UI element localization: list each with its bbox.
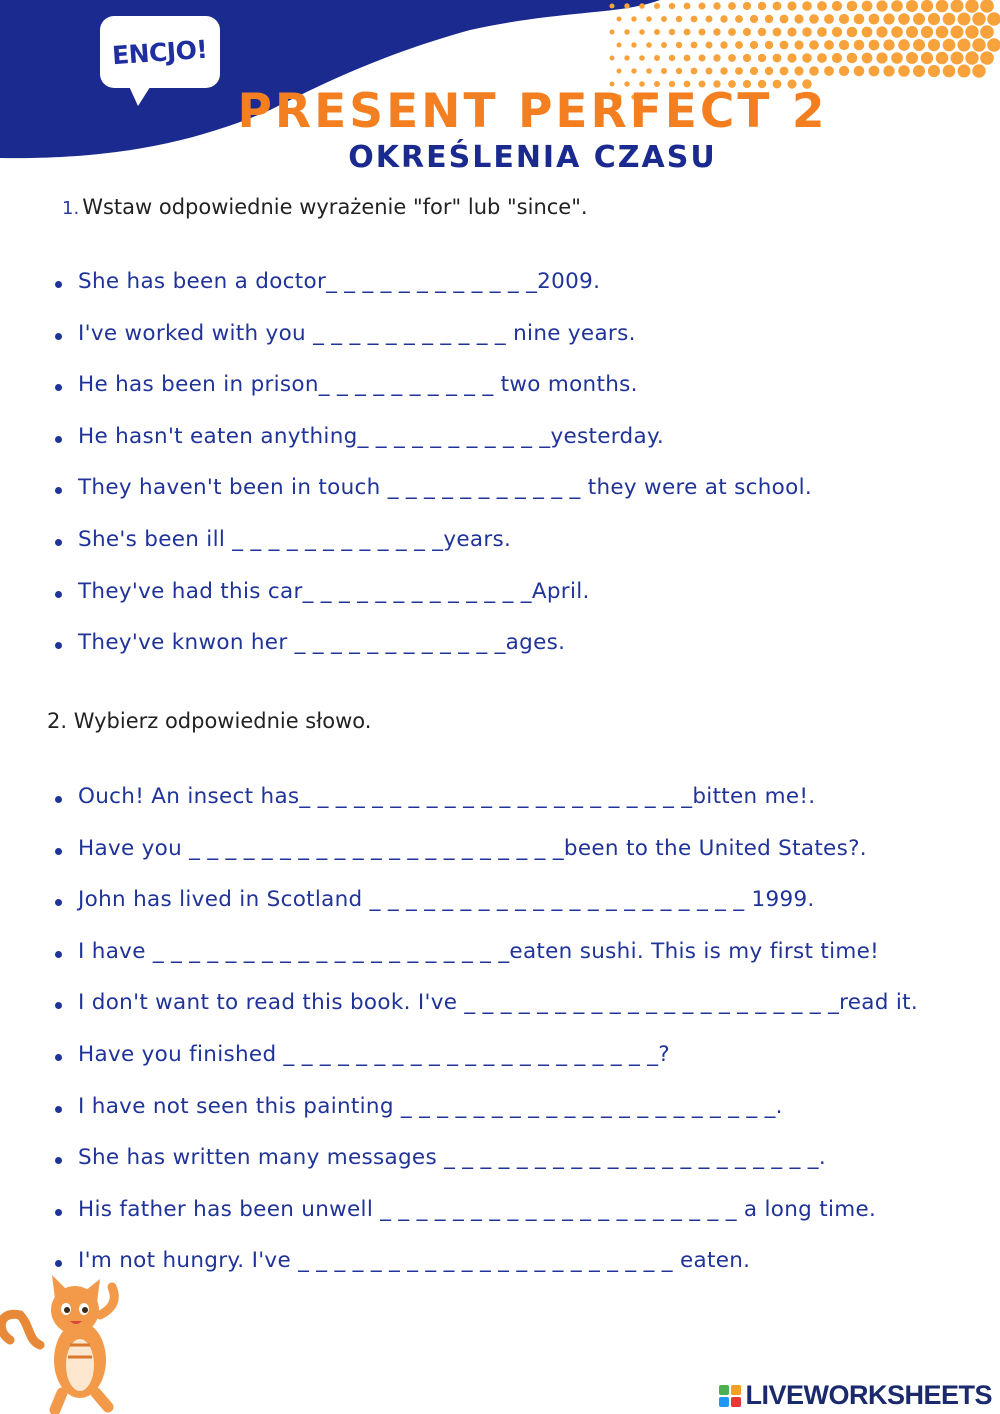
orange-dot: [728, 54, 736, 62]
orange-dot: [610, 4, 615, 9]
orange-dot: [862, 1, 873, 12]
orange-dot: [987, 12, 1000, 26]
orange-dot: [862, 27, 873, 38]
list-item[interactable]: I have not seen this painting _ _ _ _ _ _ _ _ _ _ _ _ _ _ _ _ _ _ _ _ _.: [50, 1096, 918, 1148]
orange-dot: [610, 30, 615, 35]
list-item[interactable]: Ouch! An insect has_ _ _ _ _ _ _ _ _ _ _ _ _ _ _ _ _ _ _ _ _ _bitten me!.: [50, 786, 918, 838]
orange-dot: [631, 68, 636, 73]
orange-dot: [921, 52, 933, 64]
orange-dot: [631, 16, 636, 21]
orange-dot: [794, 66, 803, 75]
orange-dot: [972, 12, 985, 25]
orange-dot: [691, 42, 698, 49]
orange-dot: [794, 40, 803, 49]
encjo-logo: [100, 16, 220, 88]
orange-dot: [869, 14, 880, 25]
orange-dot: [765, 15, 773, 23]
orange-dot: [951, 0, 964, 13]
orange-dot: [617, 43, 622, 48]
list-item[interactable]: His father has been unwell _ _ _ _ _ _ _ _ _ _ _ _ _ _ _ _ _ _ _ _ a long time.: [50, 1199, 918, 1251]
orange-dot: [743, 54, 751, 62]
orange-dot: [965, 0, 978, 13]
orange-dot: [928, 39, 940, 51]
orange-dot: [750, 41, 758, 49]
orange-dot: [802, 27, 812, 37]
orange-dot: [676, 42, 682, 48]
orange-dot: [854, 40, 865, 51]
orange-dot: [773, 28, 782, 37]
section1-list: [50, 271, 812, 684]
orange-dot: [743, 28, 751, 36]
orange-dot: [794, 14, 803, 23]
orange-dot: [817, 1, 827, 11]
orange-dot: [802, 53, 812, 63]
orange-dot: [847, 1, 858, 12]
orange-dot: [773, 54, 782, 63]
orange-dot: [617, 69, 622, 74]
orange-dot: [684, 29, 691, 36]
orange-dot: [972, 64, 985, 77]
section1-instruction: [62, 195, 588, 219]
orange-dot: [862, 53, 873, 64]
orange-dot: [684, 55, 691, 62]
list-item[interactable]: Have you _ _ _ _ _ _ _ _ _ _ _ _ _ _ _ _ _ _ _ _ _been to the United States?.: [50, 838, 918, 890]
orange-dot: [936, 0, 949, 12]
orange-dot: [787, 53, 796, 62]
orange-dot: [661, 68, 667, 74]
orange-dot: [706, 68, 713, 75]
orange-dot: [951, 52, 964, 65]
orange-dot: [735, 41, 743, 49]
orange-dot: [624, 3, 629, 8]
orange-dot: [958, 65, 971, 78]
section2-instruction: 2. Wybierz odpowiednie słowo.: [47, 709, 372, 733]
orange-dot: [809, 40, 819, 50]
orange-dot: [691, 68, 698, 75]
list-item[interactable]: I have _ _ _ _ _ _ _ _ _ _ _ _ _ _ _ _ _ _ _ _eaten sushi. This is my first time!: [50, 941, 918, 993]
orange-dot: [883, 13, 894, 24]
list-item[interactable]: She has been a doctor_ _ _ _ _ _ _ _ _ _ _ _2009.: [50, 271, 812, 323]
orange-dot: [921, 26, 933, 38]
orange-dot: [898, 13, 910, 25]
section1-number: 1.: [62, 198, 80, 219]
orange-dot: [987, 38, 1000, 52]
orange-dot: [809, 66, 819, 76]
orange-dot: [676, 68, 682, 74]
orange-dot: [943, 39, 956, 52]
orange-dot: [854, 66, 865, 77]
orange-dot: [869, 66, 880, 77]
orange-dot: [883, 65, 894, 76]
liveworksheets-logo: [719, 1380, 992, 1411]
orange-dot: [891, 52, 903, 64]
orange-dot: [913, 65, 925, 77]
orange-dot: [654, 3, 660, 9]
orange-dot: [684, 3, 691, 10]
orange-dot: [750, 15, 758, 23]
orange-dot: [824, 66, 834, 76]
list-item[interactable]: She's been ill _ _ _ _ _ _ _ _ _ _ _ _years.: [50, 529, 812, 581]
list-item[interactable]: He has been in prison_ _ _ _ _ _ _ _ _ _ two months.: [50, 374, 812, 426]
orange-dot: [817, 53, 827, 63]
orange-dot: [898, 39, 910, 51]
orange-dot: [965, 51, 978, 64]
page-subtitle: OKREŚLENIA CZASU: [348, 140, 717, 175]
orange-dot: [610, 56, 615, 61]
orange-dot: [639, 3, 645, 9]
orange-dot: [713, 54, 720, 61]
orange-dot: [787, 1, 796, 10]
section1-instruction-text: Wstaw odpowiednie wyrażenie "for" lub "since".: [82, 195, 588, 219]
orange-dot: [943, 13, 956, 26]
orange-dot: [847, 53, 858, 64]
orange-dot: [758, 2, 766, 10]
orange-dot: [624, 55, 629, 60]
orange-dot: [847, 27, 858, 38]
orange-dot: [669, 3, 675, 9]
orange-dot: [980, 0, 994, 13]
orange-dot: [913, 39, 925, 51]
orange-dot: [980, 51, 994, 65]
page-title: PRESENT PERFECT 2: [237, 84, 828, 139]
orange-dot: [780, 41, 789, 50]
list-item[interactable]: He hasn't eaten anything_ _ _ _ _ _ _ _ _ _ _yesterday.: [50, 426, 812, 478]
orange-dot: [787, 27, 796, 36]
orange-dot: [780, 67, 789, 76]
orange-dot: [750, 67, 758, 75]
orange-dot: [891, 0, 903, 12]
orange-dot: [713, 28, 720, 35]
orange-dot: [928, 65, 940, 77]
orange-dot: [832, 27, 842, 37]
orange-dot: [906, 26, 918, 38]
orange-dot: [839, 40, 849, 50]
orange-dot: [883, 39, 894, 50]
orange-dot: [728, 2, 736, 10]
orange-dot: [913, 13, 925, 25]
list-item[interactable]: I've worked with you _ _ _ _ _ _ _ _ _ _ _ nine years.: [50, 323, 812, 375]
orange-dot: [854, 14, 865, 25]
list-item[interactable]: She has written many messages _ _ _ _ _ _ _ _ _ _ _ _ _ _ _ _ _ _ _ _ _.: [50, 1147, 918, 1199]
orange-dot: [639, 29, 645, 35]
orange-dot: [706, 42, 713, 49]
footer-brand: LIVEWORKSHEETS: [745, 1380, 992, 1410]
list-item[interactable]: They've knwon her _ _ _ _ _ _ _ _ _ _ _ _ages.: [50, 632, 812, 684]
orange-dot: [839, 66, 849, 76]
orange-dot: [773, 2, 782, 11]
orange-dot: [780, 15, 789, 24]
orange-dot: [669, 29, 675, 35]
orange-dot: [832, 53, 842, 63]
orange-dot: [965, 25, 978, 38]
orange-dot: [936, 26, 949, 39]
orange-dot: [661, 42, 667, 48]
orange-dot: [676, 16, 682, 22]
list-item[interactable]: I'm not hungry. I've _ _ _ _ _ _ _ _ _ _ _ _ _ _ _ _ _ _ _ _ _ eaten.: [50, 1250, 918, 1302]
orange-dot: [654, 29, 660, 35]
orange-dot: [699, 55, 706, 62]
orange-dot: [928, 13, 940, 25]
orange-dot: [958, 13, 971, 26]
orange-dot: [706, 16, 713, 23]
orange-dot: [743, 2, 751, 10]
orange-dot: [735, 15, 743, 23]
orange-dot: [876, 0, 887, 11]
orange-dot: [728, 28, 736, 36]
orange-dot: [699, 29, 706, 36]
list-item[interactable]: John has lived in Scotland _ _ _ _ _ _ _ _ _ _ _ _ _ _ _ _ _ _ _ _ _ 1999.: [50, 889, 918, 941]
orange-dot: [972, 38, 985, 51]
liveworksheets-icon: [719, 1385, 741, 1407]
orange-dot: [876, 52, 887, 63]
orange-dot: [980, 25, 994, 39]
orange-dot: [661, 16, 667, 22]
orange-dot: [839, 14, 849, 24]
orange-dot: [906, 52, 918, 64]
list-item[interactable]: They've had this car_ _ _ _ _ _ _ _ _ _ _ _ _April.: [50, 581, 812, 633]
orange-dot: [617, 17, 622, 22]
orange-dot: [646, 42, 652, 48]
orange-dot: [809, 14, 819, 24]
orange-dot: [936, 52, 949, 65]
orange-dot: [720, 67, 727, 74]
orange-dot: [699, 3, 706, 10]
orange-dot: [921, 0, 933, 12]
orange-dot: [765, 67, 773, 75]
list-item[interactable]: Have you finished _ _ _ _ _ _ _ _ _ _ _ _ _ _ _ _ _ _ _ _ _?: [50, 1044, 918, 1096]
orange-dot: [631, 42, 636, 47]
orange-dot: [906, 0, 918, 12]
orange-dot: [758, 54, 766, 62]
orange-dot: [654, 55, 660, 61]
orange-dot: [802, 1, 812, 11]
orange-dot: [898, 65, 910, 77]
orange-dot: [824, 14, 834, 24]
orange-dot: [958, 39, 971, 52]
orange-dot: [765, 41, 773, 49]
orange-dot: [951, 26, 964, 39]
orange-dot: [735, 67, 743, 75]
list-item[interactable]: I don't want to read this book. I've _ _ _ _ _ _ _ _ _ _ _ _ _ _ _ _ _ _ _ _ _read it.: [50, 992, 918, 1044]
section2-list: [50, 786, 918, 1302]
orange-dot: [832, 1, 842, 11]
orange-dot: [646, 16, 652, 22]
orange-dot: [720, 15, 727, 22]
orange-dot: [758, 28, 766, 36]
logo-text: ENCJO!: [111, 34, 209, 70]
orange-dot: [869, 40, 880, 51]
orange-dot: [824, 40, 834, 50]
orange-dot: [639, 55, 645, 61]
orange-dot: [669, 55, 675, 61]
orange-dot: [646, 68, 652, 74]
orange-dot: [876, 26, 887, 37]
list-item[interactable]: They haven't been in touch _ _ _ _ _ _ _ _ _ _ _ they were at school.: [50, 477, 812, 529]
orange-dot: [943, 65, 956, 78]
orange-dot: [720, 41, 727, 48]
orange-dot: [891, 26, 903, 38]
orange-dot: [817, 27, 827, 37]
orange-dot: [713, 2, 720, 9]
orange-dot: [624, 29, 629, 34]
orange-dot: [691, 16, 698, 23]
